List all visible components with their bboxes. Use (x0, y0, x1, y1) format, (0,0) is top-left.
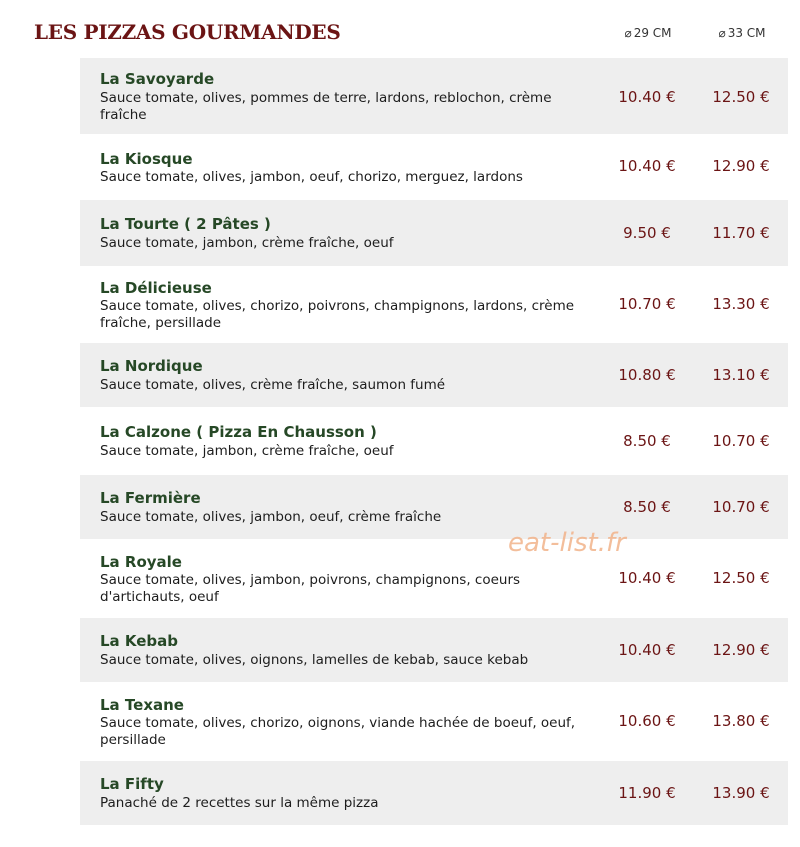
price-29cm: 10.70 € (618, 295, 676, 313)
price-33cm: 11.70 € (712, 224, 770, 242)
pizza-name: La Royale (100, 553, 182, 571)
pizza-row (80, 409, 788, 473)
pizza-description: Sauce tomate, olives, crème fraîche, saumon fumé (100, 377, 446, 393)
pizza-row (80, 684, 788, 758)
pizza-row (80, 200, 788, 266)
pizza-name: La Calzone ( Pizza En Chausson ) (100, 423, 377, 441)
price-33cm: 13.80 € (712, 712, 770, 730)
pizza-row (80, 268, 788, 340)
price-29cm: 11.90 € (618, 784, 676, 802)
pizza-description: Sauce tomate, olives, chorizo, oignons, viande hachée de boeuf, oeuf, persillade (100, 715, 576, 748)
pizza-row (80, 618, 788, 682)
pizza-name: La Texane (100, 696, 184, 714)
pizza-description: Sauce tomate, olives, jambon, oeuf, chorizo, merguez, lardons (100, 169, 523, 185)
pizza-name: La Fifty (100, 775, 164, 793)
price-29cm: 8.50 € (623, 498, 671, 516)
pizza-row (80, 136, 788, 198)
pizza-name: La Savoyarde (100, 70, 215, 88)
price-29cm: 8.50 € (623, 432, 671, 450)
pizza-name: La Fermière (100, 489, 201, 507)
price-29cm: 10.80 € (618, 366, 676, 384)
menu-title: LES PIZZAS GOURMANDES (34, 20, 341, 44)
size-header-small (608, 26, 688, 40)
price-33cm: 10.70 € (712, 498, 770, 516)
pizza-name: La Kebab (100, 632, 179, 650)
pizza-row (80, 475, 788, 539)
price-33cm: 10.70 € (712, 432, 770, 450)
price-29cm: 10.40 € (618, 641, 676, 659)
pizza-description: Sauce tomate, olives, jambon, oeuf, crème fraîche (100, 509, 442, 525)
price-29cm: 10.40 € (618, 88, 676, 106)
pizza-name: La Tourte ( 2 Pâtes ) (100, 215, 271, 233)
pizza-description: Panaché de 2 recettes sur la même pizza (100, 795, 379, 811)
size-label-large: 33 CM (727, 26, 766, 40)
price-29cm: 9.50 € (623, 224, 671, 242)
price-33cm: 12.90 € (712, 641, 770, 659)
price-33cm: 12.90 € (712, 157, 770, 175)
price-33cm: 13.30 € (712, 295, 770, 313)
pizza-row (80, 761, 788, 825)
price-29cm: 10.40 € (618, 569, 676, 587)
pizza-description: Sauce tomate, jambon, crème fraîche, oeuf (100, 443, 394, 459)
size-label-small: 29 CM (633, 26, 672, 40)
price-29cm: 10.40 € (618, 157, 676, 175)
pizza-row (80, 541, 788, 615)
pizza-description: Sauce tomate, olives, chorizo, poivrons, champignons, lardons, crème fraîche, persillade (100, 298, 575, 331)
pizza-description: Sauce tomate, olives, oignons, lamelles de kebab, sauce kebab (100, 652, 529, 668)
pizza-name: La Nordique (100, 357, 203, 375)
price-29cm: 10.60 € (618, 712, 676, 730)
pizza-description: Sauce tomate, jambon, crème fraîche, oeuf (100, 235, 394, 251)
pizza-description: Sauce tomate, olives, jambon, poivrons, champignons, coeurs d'artichauts, oeuf (100, 572, 521, 605)
diameter-icon: ⌀ (624, 26, 632, 40)
price-33cm: 12.50 € (712, 569, 770, 587)
pizza-name: La Kiosque (100, 150, 193, 168)
size-header-large (702, 26, 782, 40)
pizza-name: La Délicieuse (100, 279, 212, 297)
pizza-description: Sauce tomate, olives, pommes de terre, lardons, reblochon, crème fraîche (100, 90, 552, 123)
price-33cm: 13.90 € (712, 784, 770, 802)
price-33cm: 13.10 € (712, 366, 770, 384)
pizza-row (80, 343, 788, 407)
menu-header (0, 0, 800, 58)
pizza-row (80, 58, 788, 134)
price-33cm: 12.50 € (712, 88, 770, 106)
diameter-icon: ⌀ (718, 26, 726, 40)
watermark: eat-list.fr (508, 528, 626, 558)
